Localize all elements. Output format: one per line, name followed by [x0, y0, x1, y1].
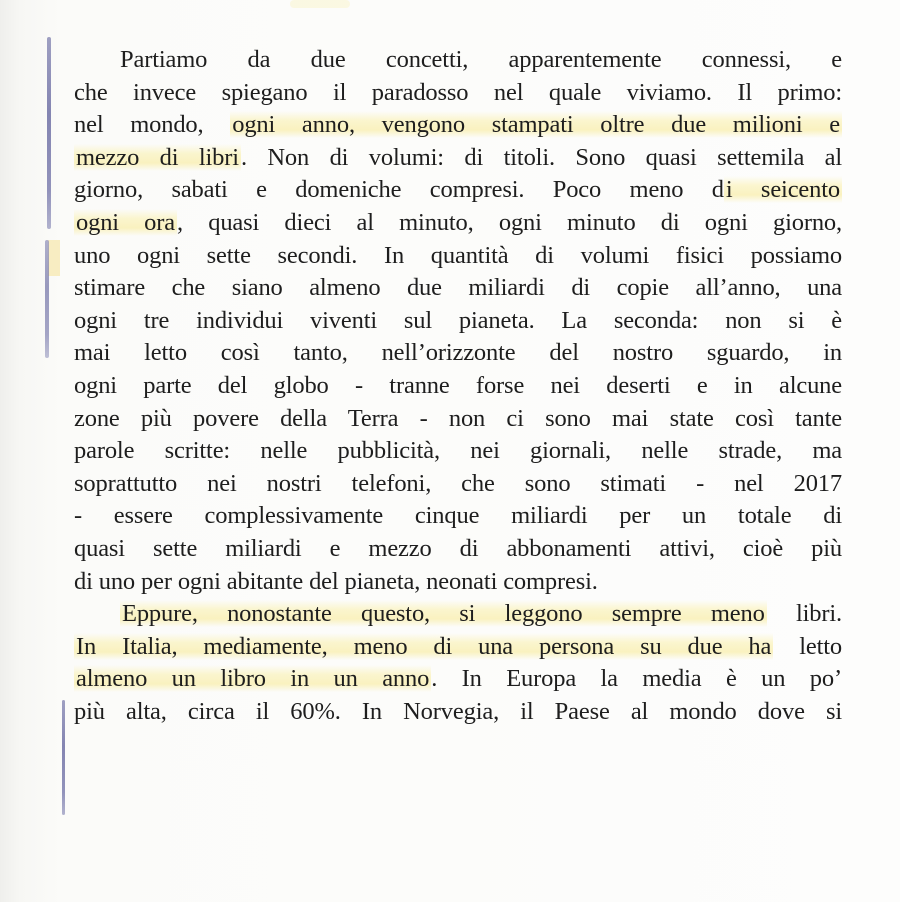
- paragraph: [74, 598, 842, 728]
- highlighted-text: ogni ora: [76, 208, 176, 236]
- text-segment: - essere complessivamente cinque miliardi per un totale di: [74, 502, 842, 530]
- text-segment: parole scritte: nelle pubblicità, nei giornali, nelle strade, ma: [74, 437, 842, 465]
- text-segment: nel mondo,: [74, 111, 231, 139]
- text-line: [74, 598, 842, 631]
- margin-pen-mark: [45, 240, 49, 358]
- text-segment: Partiamo da due concetti, apparentemente connessi, e: [120, 46, 842, 73]
- text-segment: , quasi dieci al minuto, ogni minuto di ogni giorno,: [177, 208, 843, 236]
- paragraph: [74, 44, 842, 598]
- text-line: [74, 44, 842, 77]
- text-segment: giorno, sabati e domeniche compresi. Poco meno d: [74, 176, 724, 204]
- page-smudge: [290, 0, 350, 8]
- highlighted-text: In Italia, mediamente, meno di una persona su due ha: [76, 632, 772, 660]
- text-segment: ogni parte del globo - tranne forse nei deserti e in alcune: [74, 371, 842, 399]
- text-line: [74, 77, 842, 110]
- text-line: [74, 566, 842, 599]
- text-line: [74, 370, 842, 403]
- margin-pen-mark: [47, 37, 51, 229]
- text-line: [74, 468, 842, 501]
- text-segment: . In Europa la media è un po’: [431, 665, 842, 693]
- text-line: [74, 174, 842, 207]
- text-segment: più alta, circa il 60%. In Norvegia, il Paese al mondo dove si: [74, 697, 842, 725]
- text-segment: libri.: [766, 600, 843, 628]
- highlighted-text: mezzo di libri: [76, 143, 239, 171]
- text-line: [74, 337, 842, 370]
- highlighted-text: i seicento: [725, 176, 841, 204]
- text-line: [74, 142, 842, 175]
- highlighted-text: almeno un libro in un anno: [76, 665, 430, 693]
- text-line: [74, 272, 842, 305]
- text-line: [74, 207, 842, 240]
- text-segment: di uno per ogni abitante del pianeta, neonati compresi.: [74, 567, 598, 595]
- text-line: [74, 403, 842, 436]
- margin-highlight-tab: [48, 240, 60, 276]
- text-segment: mai letto così tanto, nell’orizzonte del nostro sguardo, in: [74, 339, 842, 367]
- text-line: [74, 305, 842, 338]
- text-line: [74, 663, 842, 696]
- text-segment: ogni tre individui viventi sul pianeta. La seconda: non si è: [74, 306, 842, 334]
- text-segment: quasi sette miliardi e mezzo di abbonamenti attivi, cioè più: [74, 534, 842, 562]
- text-segment: letto: [773, 632, 842, 660]
- text-segment: . Non di volumi: di titoli. Sono quasi settemila al: [240, 143, 843, 171]
- text-line: [74, 631, 842, 664]
- highlighted-text: ogni anno, vengono stampati oltre due milioni e: [232, 111, 840, 139]
- highlighted-text: Eppure, nonostante questo, si leggono sempre meno: [122, 600, 765, 628]
- text-line: [74, 109, 842, 142]
- text-line: [74, 240, 842, 273]
- text-segment: zone più povere della Terra - non ci sono mai state così tante: [74, 404, 842, 432]
- text-line: [74, 533, 842, 566]
- text-line: [74, 500, 842, 533]
- text-segment: soprattutto nei nostri telefoni, che sono stimati - nel 2017: [74, 469, 842, 497]
- text-line: [74, 435, 842, 468]
- text-segment: stimare che siano almeno due miliardi di copie all’anno, una: [74, 274, 842, 302]
- text-segment: che invece spiegano il paradosso nel quale viviamo. Il primo:: [74, 78, 842, 106]
- book-text: [74, 44, 842, 728]
- text-line: [74, 696, 842, 729]
- text-segment: uno ogni sette secondi. In quantità di volumi fisici possiamo: [74, 241, 842, 269]
- margin-pen-mark: [62, 700, 65, 815]
